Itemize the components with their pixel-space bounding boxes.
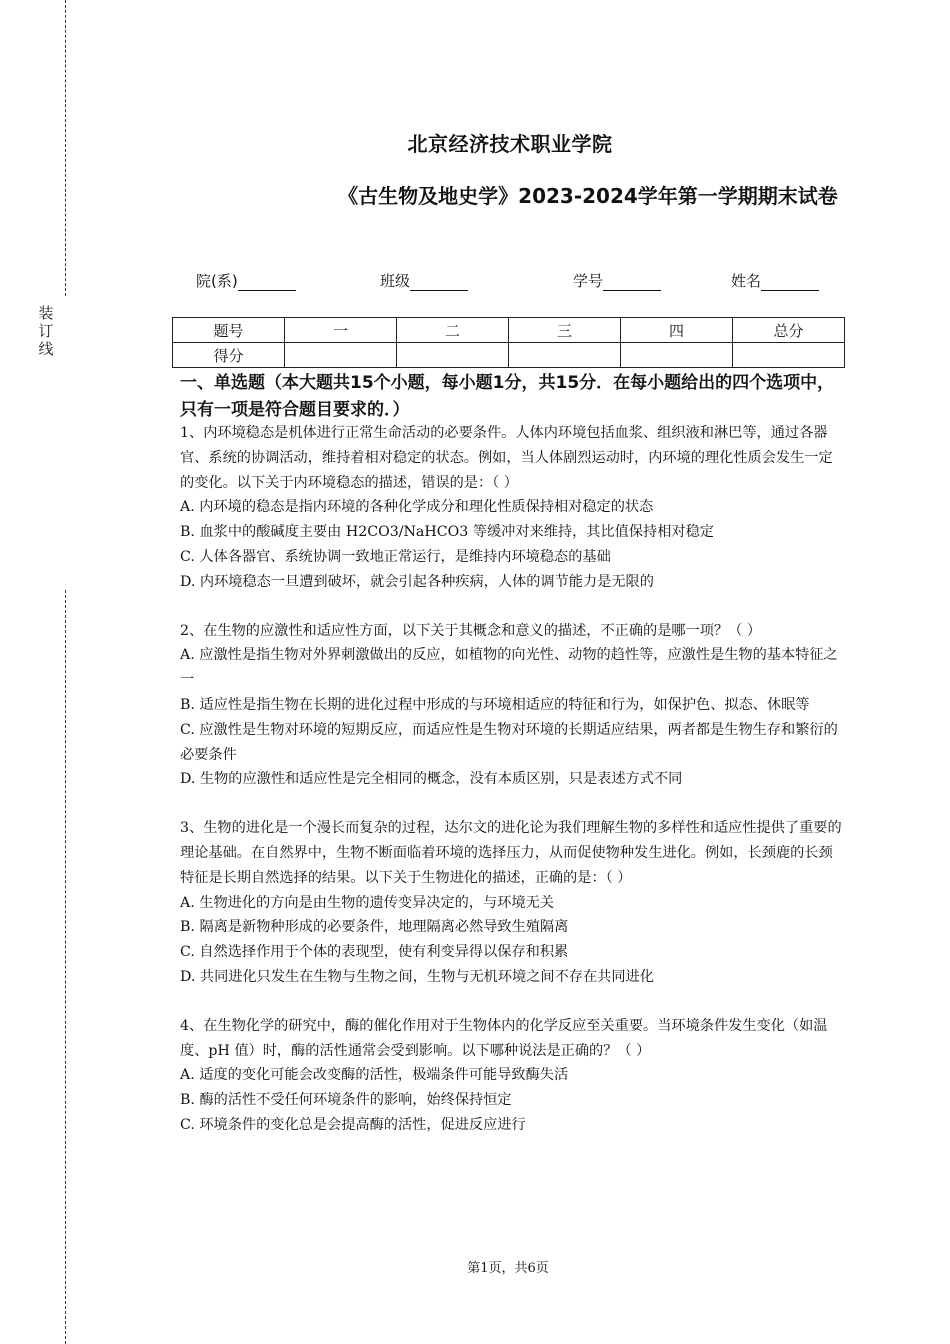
- exam-title: 《古生物及地史学》2023-2024学年第一学期期末试卷: [338, 184, 838, 208]
- info-label: 院(系): [196, 272, 238, 290]
- binding-char: 装: [38, 304, 54, 322]
- info-label: 学号: [573, 272, 604, 290]
- option-c: C. 应激性是生物对环境的短期反应，而适应性是生物对环境的长期适应结果，两者都是生物生存和繁衍的必要条件: [180, 721, 838, 763]
- question: [180, 1014, 842, 1138]
- question-stem: 3、生物的进化是一个漫长而复杂的过程，达尔文的进化论为我们理解生物的多样性和适应性提供了重要的理论基础。在自然界中，生物不断面临着环境的选择压力，从而促使物种发生进化。例如，长颈鹿的长颈特征是长期自然选择的结果。以下关于生物进化的描述，正确的是：（ ）: [180, 820, 842, 886]
- option-d: D. 共同进化只发生在生物与生物之间，生物与无机环境之间不存在共同进化: [180, 968, 654, 985]
- info-label: 姓名: [731, 272, 762, 290]
- option-a: A. 内环境的稳态是指内环境的各种化学成分和理化性质保持相对稳定的状态: [180, 499, 654, 516]
- option-b: B. 血浆中的酸碱度主要由 H2CO3/NaHCO3 等缓冲对来维持，其比值保持相对稳定: [180, 524, 714, 541]
- fill-blank[interactable]: [761, 274, 819, 291]
- fill-blank[interactable]: [603, 274, 661, 291]
- section-heading: 一、单选题（本大题共15个小题，每小题1分，共15分．在每小题给出的四个选项中，只有一项是符合题目要求的．）: [180, 373, 835, 420]
- school-name: 北京经济技术职业学院: [407, 132, 613, 156]
- score-header-cell: 一: [285, 318, 397, 343]
- option-a: A. 生物进化的方向是由生物的遗传变异决定的，与环境无关: [180, 894, 554, 911]
- option-a: A. 适度的变化可能会改变酶的活性，极端条件可能导致酶失活: [180, 1067, 569, 1084]
- page-footer: 第1页，共6页: [467, 1261, 549, 1276]
- score-cell[interactable]: [733, 343, 845, 368]
- score-header-cell: 二: [397, 318, 509, 343]
- score-cell[interactable]: [285, 343, 397, 368]
- info-label: 班级: [380, 272, 411, 290]
- option-b: B. 酶的活性不受任何环境条件的影响，始终保持恒定: [180, 1092, 512, 1109]
- question-stem: 1、内环境稳态是机体进行正常生命活动的必要条件。人体内环境包括血浆、组织液和淋巴等，通过各器官、系统的协调活动，维持着相对稳定的状态。例如，当人体剧烈运动时，内环境的理化性质会发生一定的变化。以下关于内环境稳态的描述，错误的是：（ ）: [180, 425, 833, 491]
- option-d: D. 生物的应激性和适应性是完全相同的概念，没有本质区别，只是表述方式不同: [180, 771, 683, 788]
- question-list: [180, 421, 842, 1138]
- score-cell[interactable]: [397, 343, 509, 368]
- score-row-label: 得分: [173, 343, 285, 368]
- fill-blank[interactable]: [410, 274, 468, 291]
- score-header-cell: 四: [621, 318, 733, 343]
- question-stem: 4、在生物化学的研究中，酶的催化作用对于生物体内的化学反应至关重要。当环境条件发生变化（如温度、pH 值）时，酶的活性通常会受到影响。以下哪种说法是正确的？（ ）: [180, 1017, 828, 1059]
- question: [180, 816, 842, 990]
- option-b: B. 隔离是新物种形成的必要条件，地理隔离必然导致生殖隔离: [180, 919, 569, 936]
- score-header-cell: 三: [509, 318, 621, 343]
- info-student-id: [573, 270, 661, 291]
- option-d: D. 内环境稳态一旦遭到破坏，就会引起各种疾病，人体的调节能力是无限的: [180, 573, 654, 590]
- question-stem: 2、在生物的应激性和适应性方面，以下关于其概念和意义的描述，不正确的是哪一项？（ ）: [180, 622, 762, 639]
- option-c: C. 环境条件的变化总是会提高酶的活性，促进反应进行: [180, 1116, 526, 1133]
- option-c: C. 自然选择作用于个体的表现型，使有利变异得以保存和积累: [180, 944, 569, 961]
- question: [180, 619, 842, 793]
- score-table: [172, 317, 845, 368]
- score-header-cell: 题号: [173, 318, 285, 343]
- binding-line-lower: [65, 590, 66, 1344]
- score-cell[interactable]: [509, 343, 621, 368]
- binding-label: [36, 304, 56, 358]
- binding-char: 订: [38, 322, 54, 340]
- option-a: A. 应激性是指生物对外界刺激做出的反应，如植物的向光性、动物的趋性等，应激性是生物的基本特征之一: [180, 647, 838, 689]
- option-b: B. 适应性是指生物在长期的进化过程中形成的与环境相适应的特征和行为，如保护色、拟态、休眠等: [180, 696, 810, 713]
- score-header-row: [173, 318, 845, 343]
- score-value-row: [173, 343, 845, 368]
- info-department: [196, 270, 296, 291]
- option-c: C. 人体各器官、系统协调一致地正常运行，是维持内环境稳态的基础: [180, 548, 611, 565]
- question: [180, 421, 842, 595]
- binding-char: 线: [38, 340, 54, 358]
- fill-blank[interactable]: [238, 274, 296, 291]
- info-name: [731, 270, 819, 291]
- info-class: [380, 270, 468, 291]
- score-cell[interactable]: [621, 343, 733, 368]
- score-header-cell: 总分: [733, 318, 845, 343]
